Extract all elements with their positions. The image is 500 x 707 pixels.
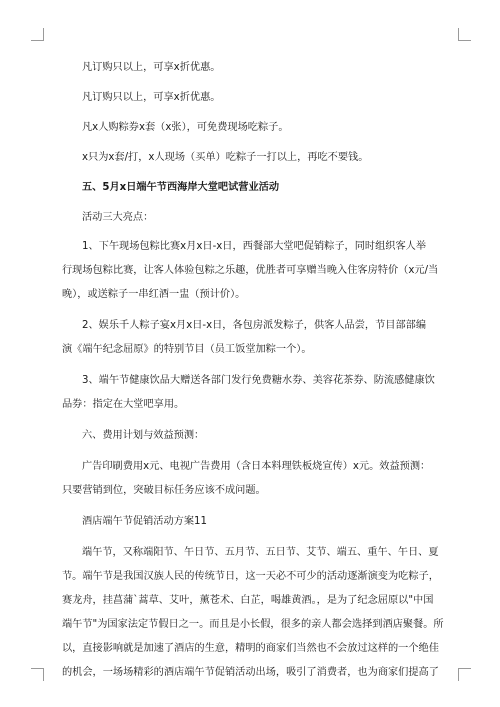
text-line: x只为x套/打，x人现场（买单）吃粽子一打以上，再吃不要钱。	[82, 152, 369, 163]
text-line: 凡x人购粽券x套（x张），可免费现场吃粽子。	[82, 122, 289, 133]
corner-mark-top-left	[31, 28, 44, 41]
text-line: 节。端午节是我国汉族人民的传统节日，这一天必不可少的活动逐渐演变为吃粽子，	[62, 571, 439, 582]
text-line: 活动三大亮点：	[82, 212, 154, 223]
text-line: 演《端午纪念屈原》的特别节目（员工饭堂加粽一个）。	[62, 344, 312, 355]
text-line: 行现场包粽比赛，让客人体验包粽之乐趣，优胜者可享赠当晚入住客房特价（x元/当	[62, 265, 439, 276]
corner-mark-bottom-left	[31, 668, 44, 681]
text-line: 端午节"为国家法定节假日之一。而且是小长假，很多的亲人都会选择到酒店聚餐。所	[62, 619, 444, 630]
text-line: 只要营销到位，突破目标任务应该不成问题。	[62, 485, 266, 496]
section-heading: 五、5月x日端午节西海岸大堂吧试营业活动	[82, 182, 280, 193]
corner-mark-bottom-right	[458, 668, 471, 681]
text-line: 凡订购只以上，可享x折优惠。	[82, 62, 221, 73]
text-line: 端午节，又称端阳节、午日节、五月节、五日节、艾节、端五、重午、午日、夏	[82, 547, 439, 558]
section-heading: 六、费用计划与效益预测：	[82, 430, 205, 441]
text-line: 3、端午节健康饮品大赠送各部门发行免费糖水券、美容花茶券、防流感健康饮	[82, 375, 435, 386]
text-line: 凡订购只以上，可享x折优惠。	[82, 92, 221, 103]
text-line: 的机会，一场场精彩的酒店端午节促销活动出场，吸引了消费者，也为商家们提高了	[62, 667, 439, 678]
text-line: 广告印刷费用x元、电视广告费用（含日本料理铁板烧宣传）x元。效益预测：	[82, 461, 431, 472]
text-line: 以，直接影响就是加速了酒店的生意，精明的商家们当然也不会放过这样的一个绝佳	[62, 643, 439, 654]
document-title: 酒店端午节促销活动方案11	[82, 516, 208, 527]
text-line: 品券：指定在大堂吧享用。	[62, 399, 185, 410]
text-line: 1、下午现场包粽比赛x月x日-x日，西餐部大堂吧促销粽子，同时组织客人举	[82, 241, 427, 252]
text-line: 晚），或送粽子一串红酒一盅（预计价）。	[62, 289, 246, 300]
text-line: 赛龙舟，挂菖蒲`蒿草、艾叶，薰苍术、白芷，喝雄黄酒。，是为了纪念屈原以"中国	[62, 595, 434, 606]
text-line: 2、娱乐千人粽子宴x月x日-x日，各包房派发粽子，供客人品尝，节目部部编	[82, 320, 427, 331]
corner-mark-top-right	[458, 28, 471, 41]
